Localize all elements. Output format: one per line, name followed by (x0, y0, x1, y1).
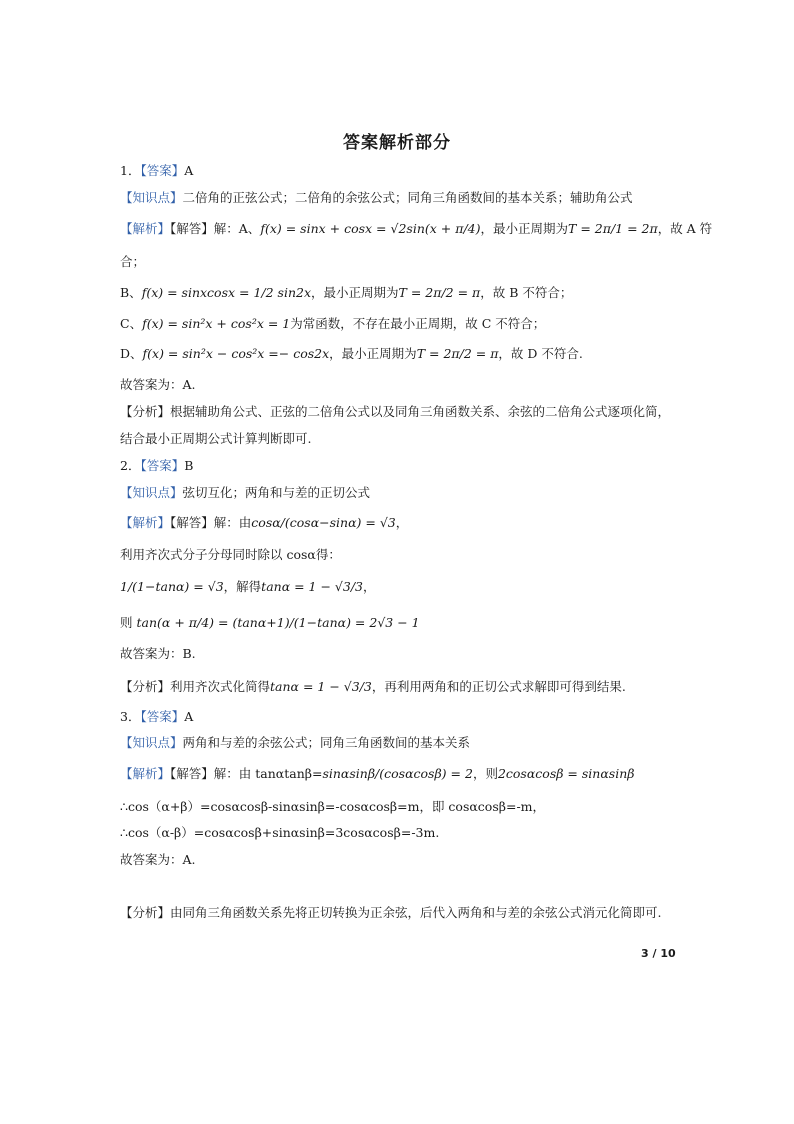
q1-answer-line (120, 161, 193, 181)
q3-step-1: ∴cos（α+β）=cosαcosβ-sinαsinβ=-cosαcosβ=m，即 cosαcosβ=-m， (120, 799, 546, 814)
q2-step-1: 利用齐次式分子分母同时除以 cosα得： (120, 547, 341, 562)
solution-tag: 【解答】 (170, 515, 214, 530)
q1-review-1: 根据辅助角公式、正弦的二倍角公式以及同角三角函数关系、余弦的二倍角公式逐项化简， (170, 404, 671, 419)
q3-answer: A (184, 709, 194, 724)
q1-line-d-formula: f(x) = sin²x − cos²x =− cos2x (142, 346, 330, 361)
q3-step-2: ∴cos（α-β）=cosαcosβ+sinαsinβ=3cosαcosβ=-3m. (120, 825, 440, 840)
q2-step2-result: tanα = 1 − √3/3 (261, 579, 364, 594)
knowledge-tag: 【知识点】 (120, 485, 183, 500)
q2-review-line (120, 677, 626, 697)
q1-line-d-suffix: ，故 D 不符合. (498, 346, 583, 361)
q3-number: 3． (120, 709, 141, 724)
q2-review-formula: tanα = 1 − √3/3 (270, 679, 372, 694)
q1-review-line-1 (120, 402, 670, 422)
q1-solution-line-c (120, 314, 545, 334)
q1-line-b-period: T = 2π/2 = π (398, 285, 481, 300)
q1-knowledge: 二倍角的正弦公式；二倍角的余弦公式；同角三角函数间的基本关系；辅助角公式 (182, 190, 633, 205)
q1-solution-line-a-cont (120, 252, 145, 272)
q3-sol-result: 2cosαcosβ = sinαsinβ (497, 766, 635, 781)
q2-conclusion: 故答案为：B. (120, 646, 196, 661)
q3-solution-line (120, 764, 634, 784)
q2-review-suffix: ，再利用两角和的正切公式求解即可得到结果. (371, 679, 626, 694)
q1-line-a-suffix: ，故 A 符 (657, 221, 713, 236)
q2-step2-mid: ，解得 (223, 579, 262, 594)
answer-tag: 【答案】 (140, 709, 185, 724)
q2-number: 2． (120, 458, 141, 473)
q3-review: 由同角三角函数关系先将正切转换为正余弦，后代入两角和与差的余弦公式消元化简即可. (170, 905, 662, 920)
q3-sol-prefix: 解：由 tanαtanβ= (213, 766, 323, 781)
q3-answer-line (120, 707, 193, 727)
q3-knowledge-line (120, 733, 470, 753)
analysis-tag: 【解析】 (120, 515, 171, 530)
q2-sol-prefix: 解：由 (213, 515, 252, 530)
q3-knowledge: 两角和与差的余弦公式；同角三角函数间的基本关系 (182, 735, 471, 750)
q1-review-line-2: 结合最小正周期公式计算判断即可. (120, 431, 312, 446)
q1-line-b-suffix: ，故 B 不符合； (480, 285, 573, 300)
q1-solution-line-a (120, 219, 712, 239)
q3-conclusion: 故答案为：A. (120, 852, 196, 867)
knowledge-tag: 【知识点】 (120, 190, 183, 205)
q1-line-b-formula: f(x) = sinxcosx = 1/2 sin2x (141, 285, 312, 300)
solution-tag: 【解答】 (170, 766, 214, 781)
q2-solution-line (120, 513, 408, 533)
q1-conclusion: 故答案为：A. (120, 377, 196, 392)
q2-step-2 (120, 577, 376, 597)
q1-line-d-prefix: D、 (120, 346, 143, 361)
q1-solution-line-b (120, 283, 572, 303)
q3-sol-mid: ，则 (472, 766, 498, 781)
q2-step3-formula: tan(α + π/4) = (tanα+1)/(1−tanα) = 2√3 − 1 (136, 615, 420, 630)
knowledge-tag: 【知识点】 (120, 735, 183, 750)
q1-number: 1． (120, 163, 141, 178)
q2-step2-suffix: ， (363, 579, 376, 594)
answer-tag: 【答案】 (140, 458, 185, 473)
review-tag: 【分析】 (120, 679, 171, 694)
q1-line-a-prefix: 解：A、 (213, 221, 261, 236)
solution-tag: 【解答】 (170, 221, 214, 236)
review-tag: 【分析】 (120, 404, 171, 419)
analysis-tag: 【解析】 (120, 221, 171, 236)
q1-line-a-mid: ，最小正周期为 (480, 221, 569, 236)
page-title: 答案解析部分 (343, 133, 451, 153)
q1-line-c-formula: f(x) = sin²x + cos²x = 1 (142, 316, 291, 331)
answer-tag: 【答案】 (140, 163, 185, 178)
q2-knowledge-line (120, 483, 370, 503)
q2-answer: B (184, 458, 194, 473)
q1-line-c-suffix: 为常函数，不存在最小正周期，故 C 不符合； (290, 316, 546, 331)
q2-knowledge: 弦切互化；两角和与差的正切公式 (182, 485, 371, 500)
q2-review-prefix: 利用齐次式化简得 (170, 679, 271, 694)
review-tag: 【分析】 (120, 905, 171, 920)
q3-sol-formula: sinαsinβ/(cosαcosβ) = 2 (322, 766, 473, 781)
q1-line-a-cont: 合； (120, 254, 146, 269)
page-number: 3 / 10 (641, 947, 676, 960)
q1-line-d-mid: ，最小正周期为 (329, 346, 417, 361)
q2-step2-formula: 1/(1−tanα) = √3 (120, 579, 224, 594)
q3-review-line (120, 903, 662, 923)
q1-knowledge-line (120, 188, 633, 208)
q1-line-a-period: T = 2π/1 = 2π (568, 221, 658, 236)
q1-solution-line-d (120, 344, 583, 364)
q2-answer-line (120, 456, 193, 476)
q2-sol-formula: cosα/(cosα−sinα) = √3 (251, 515, 396, 530)
q1-answer: A (184, 163, 194, 178)
q1-line-d-period: T = 2π/2 = π (416, 346, 499, 361)
q1-line-b-prefix: B、 (120, 285, 142, 300)
q1-line-a-formula: f(x) = sinx + cosx = √2sin(x + π/4) (260, 221, 481, 236)
q1-line-c-prefix: C、 (120, 316, 143, 331)
q2-step3-prefix: 则 (120, 615, 133, 630)
q2-sol-suffix: ， (395, 515, 409, 530)
q1-line-b-mid: ，最小正周期为 (311, 285, 399, 300)
analysis-tag: 【解析】 (120, 766, 171, 781)
q2-step-3 (120, 613, 420, 633)
